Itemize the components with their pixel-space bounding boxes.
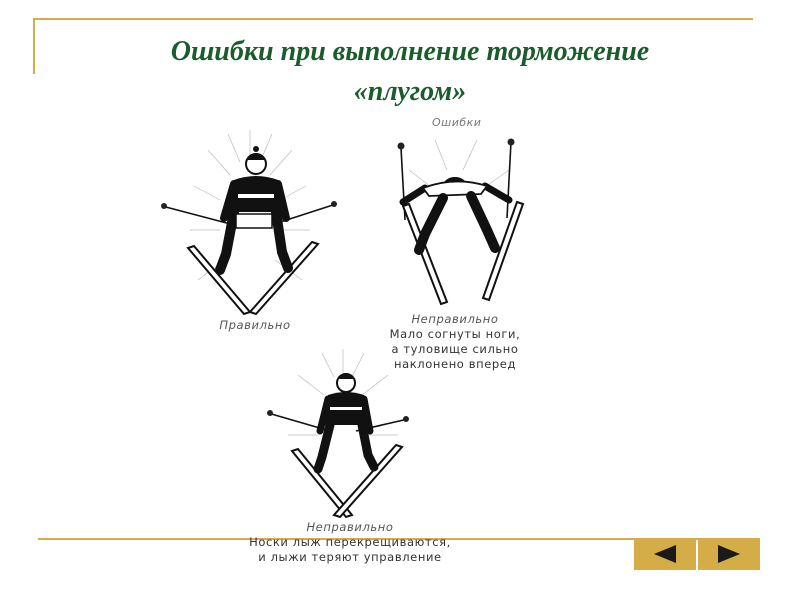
figure-top-label: Ошибки [432,116,482,129]
next-slide-button[interactable] [698,538,760,570]
caption-wrong-crossed-line-1: Носки лыж перекрещиваются, [249,535,451,549]
slide-title [60,32,760,112]
caption-wrong-bent-title: Неправильно [411,312,499,326]
title-line-1: Ошибки при выполнение торможение [170,36,650,67]
caption-wrong-bent-line-1: Мало согнуты ноги, [389,327,521,341]
caption-wrong-bent [360,312,550,372]
skier-correct-illustration [150,120,350,320]
caption-wrong-crossed [220,520,480,565]
skier-wrong-bent-illustration [385,130,545,310]
caption-correct-title: Правильно [219,318,291,332]
caption-wrong-crossed-title: Неправильно [306,520,394,534]
title-line-2: «плугом» [353,76,467,107]
caption-wrong-bent-line-3: наклонено вперед [394,357,516,371]
caption-wrong-bent-line-2: а туловище сильно [391,342,519,356]
caption-wrong-crossed-line-2: и лыжи теряют управление [258,550,442,564]
frame-left-line [33,18,35,74]
caption-correct [200,318,310,333]
triangle-left-icon [652,543,678,565]
triangle-right-icon [716,543,742,565]
frame-top-line [33,18,753,20]
prev-slide-button[interactable] [634,538,696,570]
